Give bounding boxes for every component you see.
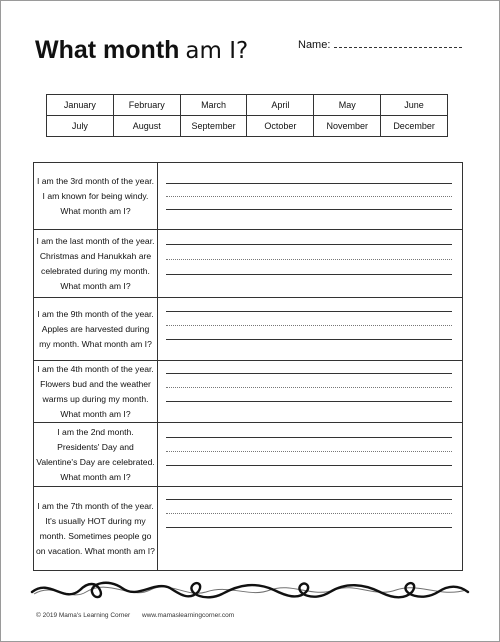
answer-line — [166, 274, 452, 275]
answer-area[interactable] — [166, 230, 452, 297]
answer-guide-line — [166, 387, 452, 388]
title-bold: What month — [35, 36, 180, 64]
answer-area[interactable] — [166, 487, 452, 570]
month-row — [47, 116, 448, 137]
question-text: I am the 2nd month. Presidents' Day and Valentine's Day are celebrated. What month am I? — [34, 423, 158, 486]
month-cell: June — [381, 95, 448, 116]
question-box — [33, 162, 463, 571]
answer-area[interactable] — [166, 361, 452, 422]
month-cell: September — [180, 116, 247, 137]
answer-line — [166, 183, 452, 184]
answer-line — [166, 373, 452, 374]
answer-line — [166, 209, 452, 210]
swirl-vine — [32, 583, 468, 598]
answer-guide-line — [166, 451, 452, 452]
worksheet-title — [35, 36, 248, 65]
answer-line — [166, 499, 452, 500]
copyright-text: © 2019 Mama's Learning Corner — [36, 612, 131, 619]
answer-line — [166, 527, 452, 528]
name-field[interactable] — [298, 39, 462, 51]
month-cell: May — [314, 95, 381, 116]
answer-area[interactable] — [166, 298, 452, 360]
month-cell: July — [47, 116, 114, 137]
title-light: am I? — [185, 38, 249, 64]
answer-line — [166, 401, 452, 402]
answer-area[interactable] — [166, 163, 452, 229]
month-cell: October — [247, 116, 314, 137]
month-cell: December — [381, 116, 448, 137]
month-cell: August — [113, 116, 180, 137]
question-row — [34, 487, 462, 570]
month-row — [47, 95, 448, 116]
month-word-bank — [46, 94, 448, 137]
answer-guide-line — [166, 513, 452, 514]
question-row — [34, 163, 462, 230]
question-text: I am the 4th month of the year. Flowers bud and the weather warms up during my month. What month am I? — [34, 361, 158, 422]
answer-guide-line — [166, 259, 452, 260]
month-cell: March — [180, 95, 247, 116]
answer-line — [166, 437, 452, 438]
month-cell: February — [113, 95, 180, 116]
footer-credits — [36, 612, 234, 619]
month-cell: April — [247, 95, 314, 116]
answer-guide-line — [166, 196, 452, 197]
answer-line — [166, 465, 452, 466]
answer-line — [166, 311, 452, 312]
answer-line — [166, 339, 452, 340]
month-cell: January — [47, 95, 114, 116]
answer-guide-line — [166, 325, 452, 326]
question-row — [34, 230, 462, 298]
month-cell: November — [314, 116, 381, 137]
question-text: I am the 3rd month of the year. I am known for being windy. What month am I? — [34, 163, 158, 229]
answer-line — [166, 244, 452, 245]
question-row — [34, 361, 462, 423]
answer-area[interactable] — [166, 423, 452, 486]
question-text: I am the 9th month of the year. Apples are harvested during my month. What month am I? — [34, 298, 158, 360]
swirl-border-decoration — [30, 572, 470, 606]
name-label: Name: — [298, 39, 331, 51]
website-url: www.mamaslearningcorner.com — [142, 612, 235, 619]
question-text: I am the last month of the year. Christmas and Hanukkah are celebrated during my month. What month am I? — [34, 230, 158, 297]
question-row — [34, 423, 462, 487]
question-text: I am the 7th month of the year. It's usually HOT during my month. Sometimes people go on vacation. What month am I? — [34, 487, 158, 570]
question-row — [34, 298, 462, 361]
name-blank-line[interactable] — [334, 39, 462, 48]
